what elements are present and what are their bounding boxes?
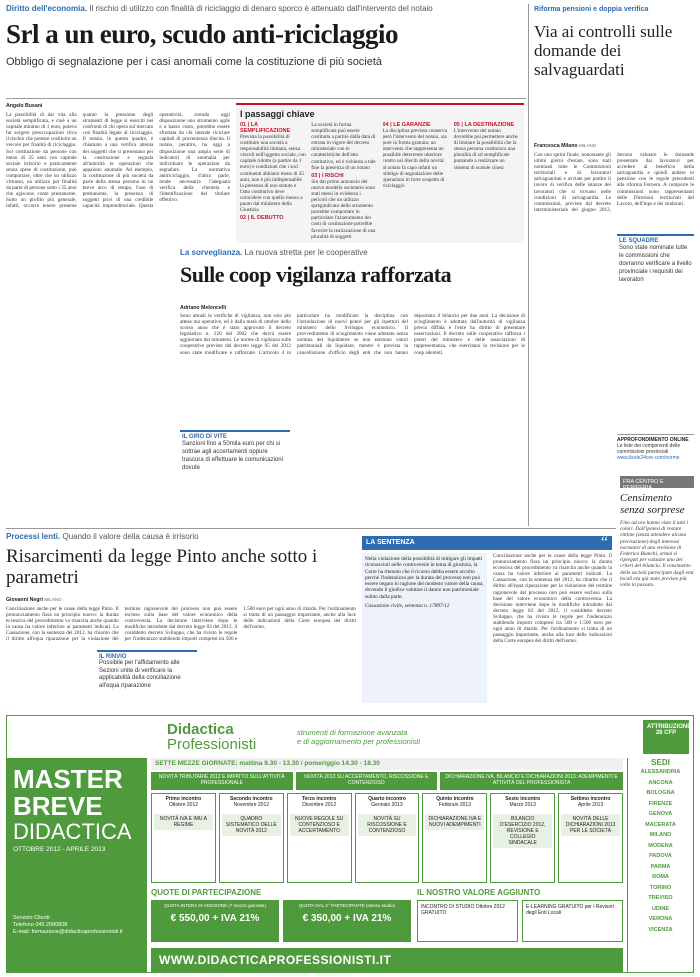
quote-icon: “ [600,534,608,551]
ad-url[interactable]: WWW.DIDACTICAPROFESSIONISTI.IT [151,948,623,972]
top-kicker: Diritto dell'economia. Il rischio di utilizzo con finalità di riciclaggio di denaro sporco è attenuato dall'intervento del notaio [6,4,433,13]
bottom-body: Conciliazione anche per le cause della legge Pinto. Il pronunciamento fissa un principio nuovo: la durata eccessiva del procedimento va risarcita anche quando la causa ha valore inferiore ai parametri indicati. La Cassazione, con la sentenza del 2012, ha chiarito che il diritto all'equa riparazione per la violazione del termine ragionevole del processo non può essere escluso sulla base del valore economico della controversia. La decisione interviene dopo le modifiche introdotte dal decreto legge 83 del 2012, il cosiddetto decreto Sviluppo, che ha rivisto le regole per l'indennizzo stabilendo importi compresi tra 500 e 1.500 euro per ogni anno di ritardo. Per l'ordinamento si tratta di un passaggio importante, anche alla luce delle indicazioni della Corte europea dei diritti dell'uomo. [6,606,356,643]
mid-headline: Sulle coop vigilanza rafforzata [180,262,452,287]
ad-master-panel: MASTER BREVE DIDACTICA OTTOBRE 2012 - APRILE 2013 Servizio Clienti: Telefono 045 2080808 E-mail: formazione@didacticaprofessionisti.it [7,758,147,973]
sentence-box [362,536,612,711]
city-item: FIRENZE [648,800,673,807]
key-points-title: I passaggi chiave [240,109,315,119]
bottom-kicker: Processi lenti. Quando il valore della causa è irrisorio [6,532,199,541]
meeting-card: Primo incontro Ottobre 2012 NOVITÀ IVA E IMU A REGIME [151,793,216,883]
city-item: MACERATA [645,821,676,828]
city-item: BOLOGNA [646,790,675,796]
cfp-badge: ATTRIBUZIONE 28 CFP [643,720,689,754]
bottom-body-continued: Conciliazione anche per le cause della legge Pinto. Il pronunciamento fissa un principio nuovo: la durata eccessiva del procedimento va risarcita anche quando la causa ha valore inferiore ai parametri indicati. La Cassazione, con la sentenza del 2012, ha chiarito che il diritto all'equa riparazione per la violazione del termine ragionevole del processo non può essere escluso sulla base del valore economico della controversia. La decisione interviene dopo le modifiche introdotte dal decreto legge 83 del 2012, il cosiddetto decreto Sviluppo, che ha rivisto le regole per l'indennizzo stabilendo importi compresi tra 500 e 1.500 euro per ogni anno di ritardo. Per l'ordinamento si tratta di un passaggio importante, anche alla luce delle indicazioni della Corte europea dei diritti dell'uomo. [493,553,612,645]
ad-schedule: SETTE MEZZE GIORNATE: mattina 9.30 - 13.30 / pomeriggio 14.30 - 18.30 [151,758,623,770]
city-item: MODENA [648,842,673,849]
city-item: MILANO [649,832,672,838]
giro-di-vite-box: IL GIRO DI VITE Sanzioni fino a 50mila euro per chi si sottrae agli accertamenti oppure trascura di effettuare le comunicazioni dovute [180,430,290,500]
top-author: Angelo Busani [6,103,43,109]
city-item: VERONA [648,916,673,922]
city-item: UDINE [651,905,670,912]
ad-cities: SEDI ALESSANDRIA ANCONA BOLOGNA FIRENZE GENOVA MACERATA MILANO MODENA PADOVA PARMA ROMA TORINO TREVISO UDINE VERONA VICENZA [627,758,693,972]
top-subheadline: Obbligo di segnalazione per i casi anomali come la costituzione di più società [6,56,383,68]
rinvio-box: IL RINVIO Possibile per l'affidamento alle Sezioni unite di verificare la applicabilità della conciliazione all'equa riparazione [97,650,197,700]
prices-title: QUOTE DI PARTECIPAZIONE [151,888,262,897]
meeting-card: Quarto incontro Gennaio 2013 NOVITÀ SU RISCOSSIONE E CONTENZIOSO [355,793,420,883]
meeting-card: Sesto incontro Marzo 2013 BILANCIO D'ESERCIZIO 2012, REVISIONE E COLLEGIO SINDACALE [490,793,555,883]
top-headline: Srl a un euro, scudo anti-riciclaggio [6,19,399,49]
city-item: ALESSANDRIA [640,769,681,775]
meeting-card: Terzo incontro Dicembre 2012 NUOVE REGOLE SU CONTENZIOSO E ACCERTAMENTO [287,793,352,883]
added-title: IL NOSTRO VALORE AGGIUNTO [417,888,541,897]
bottom-author: Giovanni Negri MILANO [6,597,62,603]
city-item: VICENZA [648,926,673,933]
column-header: FRA CENTRO E PERIFERIA [620,476,694,488]
meeting-card: Settimo incontro Aprile 2013 NOVITÀ DELLE DICHIARAZIONI 2013 PER LE SOCIETÀ [558,793,623,883]
mid-body: Sono attuali le verifiche di vigilanza, non solo più attese ma operative, ed è dalla metà di ottobre dello scorso anno che è stato approvato il decreto legislativo n. 220 del 2002 che dovrà essere aggiornato dal ministero. Le norme di vigilanza sulle cooperative previste dal decreto legge 95 del 2012 sono state modificate e rafforzate. L'articolo 4 in particolare ha modificato la disciplina con l'introduzione di nuovi poteri per gli ispettori del ministero dello Sviluppo economico. Il provvedimento di scioglimento viene adottato senza nomina del liquidatore se non esistono valori patrimoniali da liquidare, mentre è prevista la cancellazione d'ufficio degli enti che non hanno depositato il bilancio per due anni. La decisione di scioglimento è adottata dall'autorità di vigilanza previa diffida e l'ente ha diritto di presentare osservazioni. Il decreto sulle cooperative rafforza i poteri del ministero e delle associazioni di rappresentanza, che esercitano la revisione per le coop aderenti. [180,313,525,356]
ad-tagline: strumenti di formazione avanzata e di aggiornamento per professionisti [297,728,420,746]
city-item: PARMA [650,863,671,870]
city-item: ANCONA [648,779,673,786]
ad-prices [151,900,411,942]
ad-added: INCONTRO DI STUDIO Ottobre 2012 GRATUITO E-LEARNING GRATUITO per i Revisori degli Enti Locali [417,900,623,942]
online-box[interactable]: APPROFONDIMENTO ONLINE Le liste dei componenti delle commissioni provinciali www.ilsole24ore.com/norme [617,434,694,472]
price-card: QUOTA DAL 2° PARTECIPANTE (stesso studio) € 350,00 + IVA 21% [283,900,411,942]
ad-logo: Didactica Professionisti [167,721,257,753]
city-item: TREVISO [648,895,673,901]
sentence-header: LA SENTENZA “ [362,536,612,550]
city-item: PADOVA [649,853,672,859]
key-point: 04 | LE GARANZIE La disciplina prevista conserva però l'intervento del notaio, sia pure in forma gratuita: un intervento che rappresenta un possibile deterrente ulteriore contro usi illeciti della novità: al notaio fa capo infatti un obbligo di segnalazione delle operazioni in forte sospetto di riciclaggio [382,122,447,189]
squadre-box: LE SQUADRE Sono state nominate tutte le commissioni che dovranno verificare a livello provinciale i requisiti dei lavoratori [617,234,694,304]
key-point: 01 | LA SEMPLIFICAZIONE Prevista la possibilità di costituire una società a responsabilità limitata, senza vincoli nell'oggetto sociale, con capitale ridotto (a partire da 1 euro) e condizioni che i soci costituenti abbiano meno di 35 anni, non è più indispensabile la presenza di uno statuto e l'atto costitutivo deve coincidere con quello messo a punto dal ministero della Giustizia 02 | IL DEBUTTO [240,122,306,222]
top-body: La possibilità di dar vita alla società semplificata, e cioè a un capitale minimo di 1 euro, poteva far sorgere preoccupazioni circa il rischio che potesse costituire un veicolo per finalità di riciclaggio. Sol costituzione da persone con meno di 35 anni con capitale sociale irrisorio e praticamente senza spese di costituzione, può comportare, oltre che un utilizzo virtuoso, un utilizzo per finalità da parte di persone sotto i 35 anni che agiscono come prestanome. Sotto un profilo più generale, infatti, occorre tenere presente quanto la pressione degli strumenti di legge si eserciti nei confronti di chi opera sul mercato con finalità legate al riciclaggio. Il notaio, in questo quadro, è chiamato a una verifica attenta dei soggetti che si presentano per la costituzione e segnala all'autorità le operazioni che appaiono anomale. Ad esempio, la costituzione di più società da parte della stessa persona in un breve arco di tempo, l'uso di prestanome, la presenza di soggetti privi di una credibile capacità imprenditoriale. Questa operatività, avendo oggi disposizione uno strumento agile e a basso costo, potrebbe essere sfruttata da chi intende riciclare capitali di provenienza illecita. Il notaio, peraltro, ha oggi a disposizione una ampia serie di indicatori di anomalia per individuare le operazioni da segnalare. La normativa antiriciclaggio, d'altra parte, rende necessaria l'adeguata verifica della clientela e l'identificazione del titolare effettivo. [6,112,230,210]
meeting-card: Quinto incontro Febbraio 2013 DICHIARAZIONE IVA E NUOVI ADEMPIMENTI [422,793,487,883]
city-item: ROMA [652,874,669,880]
ad-meetings [151,793,623,883]
mid-kicker: La sorveglianza. La nuova stretta per le cooperative [180,248,368,257]
city-item: TORINO [649,884,672,891]
bottom-headline: Risarcimenti da legge Pinto anche sotto i parametri [6,546,318,588]
right-author: Francesca Milano MILANO [534,143,597,149]
right-kicker: Riforma pensioni e doppia verifica [534,6,649,13]
city-item: GENOVA [648,811,673,817]
divider [6,98,526,99]
column-body: Fino ad ora hanno visto il tutti i colori. Dall'ipotesi di restare vittime (senza attendere alcuna precisazione) degli interessi normativi di una revisione di Federico Bianchi, ormai si ripiegati per valutare uno dei criteri del bilancio. Il censimento delle società partecipate dagli enti locali era già stato previsto più volte in passato. [620,520,694,589]
meeting-card: Secondo incontro Novembre 2012 QUADRO SISTEMATICO DELLE NOVITÀ 2012 [219,793,284,883]
divider [528,4,529,526]
right-headline: Via ai controlli sulle domande dei salvaguardati [534,22,673,79]
ad-banner[interactable] [6,715,694,973]
divider [6,528,616,529]
column-title: Censimento senza sorprese [620,492,685,516]
right-body: Con uno sprint finale, nonostante gli ultimi giorni d'estate, sono stati nominati tutte le Commissioni territoriali e di lavoratori salvaguardati e avviate per partire il lavoro di verifica delle istanze dei lavoratori che si trovano nelle condizioni di salvaguardia. Le commissioni, previste dal decreto interministeriale del giugno 2012, devono valutare le domande presentate dai lavoratori per accedere al beneficio della salvaguardia e quindi andare in pensione con le regole precedenti alla riforma Fornero. A comporre le commissioni sono rappresentanti delle Direzioni territoriali del Lavoro, dell'Inps e dei sindacati. [534,152,694,213]
key-point: 05 | LA DESTINAZIONE L'intervento del notaio dovrebbe poi permettere anche di limitare la possibilità che la stessa persona costituisca una pluralità di srl semplificate puntando a realizzare un sistema di scatole cinesi [453,122,518,171]
key-point: La società in forma semplificata può essere costituita a partire dalla data di entrata in vigore del decreto ministeriale con le caratteristiche dell'atto costitutivo, ed è richiesta a tale fine la presenza di un notaio 03 | I RISCHI Sin dal primo annuncio del nuovo modello societario sono stati messi in evidenza i pericoli che un utilizzo spregiudicato dello strumento potrebbe comportare in particolare l'azzeramento dei costi di costituzione potrebbe favorire la realizzazione di una pluralità di soggetti [311,122,376,240]
sentence-text: Nella violazione della possibilità di mitigare gli impatti riconosciuti nelle controversie in tema di giustizia, la Corte ha ritenuto che il ricorso debba essere accolto perché l'indennizzo per la durata del processo non può essere negato in ragione del modesto valore della causa, dovendo il giudice valutare il danno non patrimoniale subito dalla parte. Cassazione civile, sentenza n. 17897/12 [362,553,487,703]
key-points-box [236,103,524,243]
price-card: QUOTA INTERA DI ADESIONE (7 mezze giornate) € 550,00 + IVA 21% [151,900,279,942]
ad-sections: NOVITÀ TRIBUTARIE 2012 E IMPATTO SULL'ATTIVITÀ PROFESSIONALE NOVITÀ 2013 SU ACCERTAMENTO, RISCOSSIONE E CONTENZIOSO DICHIARAZIONE IVA, BILANCIO E DICHIARAZIONI 2013: ADEMPIMENTI E ATTIVITÀ DEL PROFESSIONISTA [151,772,623,790]
mid-author: Adriano Meloncelli [180,305,227,311]
